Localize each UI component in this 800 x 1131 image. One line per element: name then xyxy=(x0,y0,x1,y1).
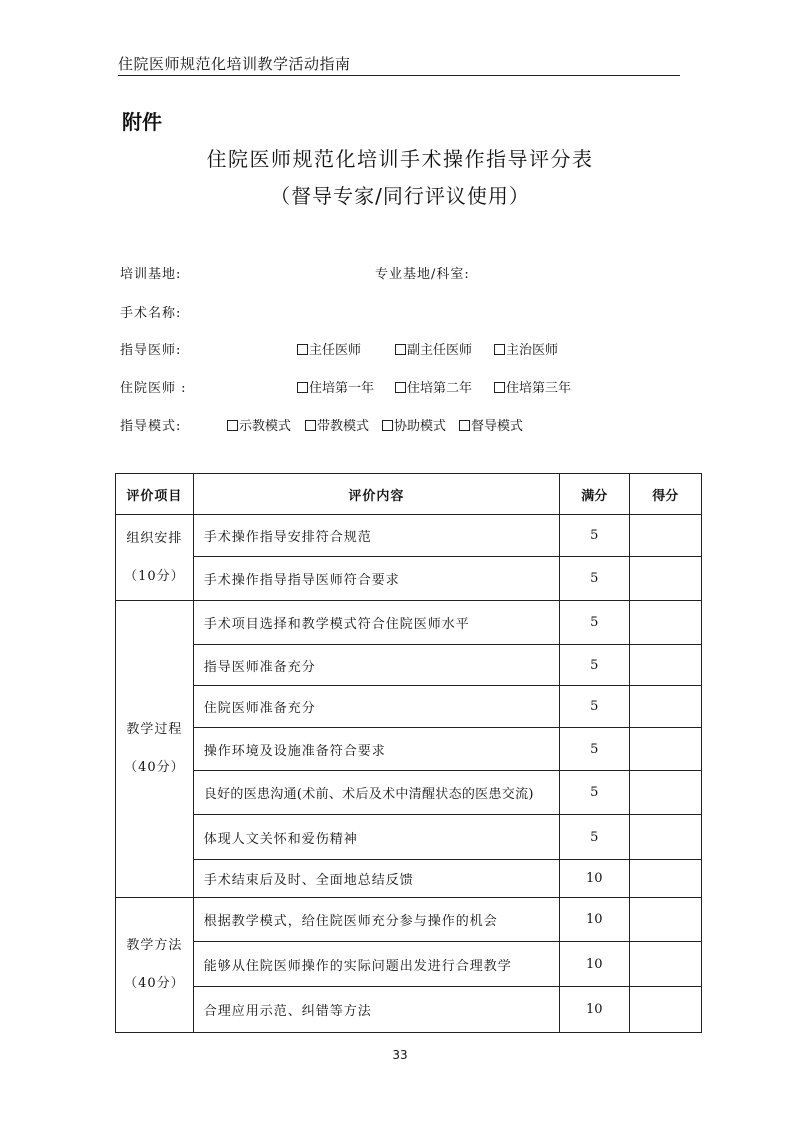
category-name: 教学过程 xyxy=(126,722,183,737)
checkbox-icon[interactable] xyxy=(395,344,406,355)
table-row xyxy=(116,557,702,601)
criterion-text: 能够从住院医师操作的实际问题出发进行合理教学 xyxy=(193,942,559,987)
criterion-text: 操作环境及设施准备符合要求 xyxy=(193,728,559,771)
option-resident-year-2[interactable] xyxy=(395,377,472,396)
option-mode-supervising[interactable] xyxy=(459,415,523,434)
option-chief-physician[interactable] xyxy=(297,339,361,358)
score-input-cell[interactable] xyxy=(629,645,701,686)
max-score: 10 xyxy=(559,987,629,1033)
category-points: （40分） xyxy=(124,760,185,775)
score-input-cell[interactable] xyxy=(629,515,701,557)
form-subtitle: （督导专家/同行评议使用） xyxy=(270,184,530,208)
table-header-row xyxy=(116,474,702,515)
max-score: 5 xyxy=(559,815,629,860)
score-input-cell[interactable] xyxy=(629,898,701,942)
option-mode-demonstration[interactable] xyxy=(227,415,291,434)
field-mode: 指导模式: xyxy=(120,419,182,434)
criterion-text: 体现人文关怀和爱伤精神 xyxy=(193,815,559,860)
table-row xyxy=(116,898,702,942)
category-cell xyxy=(116,601,194,898)
option-label: 主治医师 xyxy=(506,343,559,358)
checkbox-icon[interactable] xyxy=(459,420,470,431)
criterion-text: 手术项目选择和教学模式符合住院医师水平 xyxy=(193,601,559,645)
max-score: 5 xyxy=(559,557,629,601)
max-score: 5 xyxy=(559,686,629,728)
category-points: （10分） xyxy=(124,568,185,584)
score-input-cell[interactable] xyxy=(629,942,701,987)
option-resident-year-1[interactable] xyxy=(297,377,374,396)
score-input-cell[interactable] xyxy=(629,987,701,1033)
header-max-score: 满分 xyxy=(559,474,629,515)
max-score: 5 xyxy=(559,771,629,815)
option-label: 督导模式 xyxy=(471,419,524,434)
running-header: 住院医师规范化培训教学活动指南 xyxy=(118,55,351,73)
table-row xyxy=(116,601,702,645)
checkbox-icon[interactable] xyxy=(227,420,238,431)
table-row xyxy=(116,771,702,815)
page-number: 33 xyxy=(392,1048,408,1062)
checkbox-icon[interactable] xyxy=(297,382,308,393)
table-row xyxy=(116,686,702,728)
header-content: 评价内容 xyxy=(193,474,559,515)
header-score: 得分 xyxy=(629,474,701,515)
criterion-text: 合理应用示范、纠错等方法 xyxy=(193,987,559,1033)
table-row xyxy=(116,728,702,771)
criterion-text: 手术结束后及时、全面地总结反馈 xyxy=(193,860,559,898)
table-row xyxy=(116,645,702,686)
category-cell xyxy=(116,898,194,1033)
header-item: 评价项目 xyxy=(116,474,194,515)
field-department: 专业基地/科室: xyxy=(375,267,470,282)
table-row xyxy=(116,987,702,1033)
option-associate-chief-physician[interactable] xyxy=(395,339,472,358)
option-label: 住培第二年 xyxy=(407,381,473,396)
criterion-text: 良好的医患沟通(术前、术后及术中清醒状态的医患交流) xyxy=(193,771,559,815)
max-score: 5 xyxy=(559,515,629,557)
category-name: 组织安排 xyxy=(126,530,183,546)
criterion-text: 指导医师准备充分 xyxy=(193,645,559,686)
category-cell xyxy=(116,515,194,601)
field-surgery-name: 手术名称: xyxy=(120,306,182,321)
checkbox-icon[interactable] xyxy=(494,344,505,355)
attachment-label: 附件 xyxy=(122,110,162,134)
max-score: 10 xyxy=(559,942,629,987)
criterion-text: 住院医师准备充分 xyxy=(193,686,559,728)
max-score: 10 xyxy=(559,898,629,942)
max-score: 5 xyxy=(559,645,629,686)
category-points: （40分） xyxy=(124,976,185,991)
field-resident: 住院医师 : xyxy=(120,381,187,396)
criterion-text: 手术操作指导安排符合规范 xyxy=(193,515,559,557)
score-input-cell[interactable] xyxy=(629,557,701,601)
header-rule xyxy=(118,75,680,76)
option-resident-year-3[interactable] xyxy=(494,377,571,396)
field-training-base: 培训基地: xyxy=(120,267,182,282)
option-label: 住培第三年 xyxy=(506,381,572,396)
max-score: 5 xyxy=(559,601,629,645)
score-input-cell[interactable] xyxy=(629,771,701,815)
score-input-cell[interactable] xyxy=(629,860,701,898)
category-name: 教学方法 xyxy=(126,938,183,953)
form-title: 住院医师规范化培训手术操作指导评分表 xyxy=(206,147,594,171)
field-instructor: 指导医师: xyxy=(120,343,182,358)
option-label: 示教模式 xyxy=(239,419,292,434)
checkbox-icon[interactable] xyxy=(494,382,505,393)
table-row xyxy=(116,815,702,860)
checkbox-icon[interactable] xyxy=(297,344,308,355)
score-input-cell[interactable] xyxy=(629,686,701,728)
score-input-cell[interactable] xyxy=(629,728,701,771)
table-row xyxy=(116,860,702,898)
checkbox-icon[interactable] xyxy=(305,420,316,431)
option-label: 副主任医师 xyxy=(407,343,473,358)
option-label: 带教模式 xyxy=(317,419,370,434)
option-attending-physician[interactable] xyxy=(494,339,558,358)
checkbox-icon[interactable] xyxy=(395,382,406,393)
table-row xyxy=(116,515,702,557)
option-mode-teaching[interactable] xyxy=(305,415,369,434)
option-label: 协助模式 xyxy=(394,419,447,434)
max-score: 5 xyxy=(559,728,629,771)
max-score: 10 xyxy=(559,860,629,898)
score-input-cell[interactable] xyxy=(629,601,701,645)
criterion-text: 手术操作指导指导医师符合要求 xyxy=(193,557,559,601)
table-row xyxy=(116,942,702,987)
option-label: 住培第一年 xyxy=(309,381,375,396)
checkbox-icon[interactable] xyxy=(382,420,393,431)
option-label: 主任医师 xyxy=(309,343,362,358)
option-mode-assisting[interactable] xyxy=(382,415,446,434)
evaluation-table xyxy=(115,473,702,1033)
score-input-cell[interactable] xyxy=(629,815,701,860)
criterion-text: 根据教学模式，给住院医师充分参与操作的机会 xyxy=(193,898,559,942)
